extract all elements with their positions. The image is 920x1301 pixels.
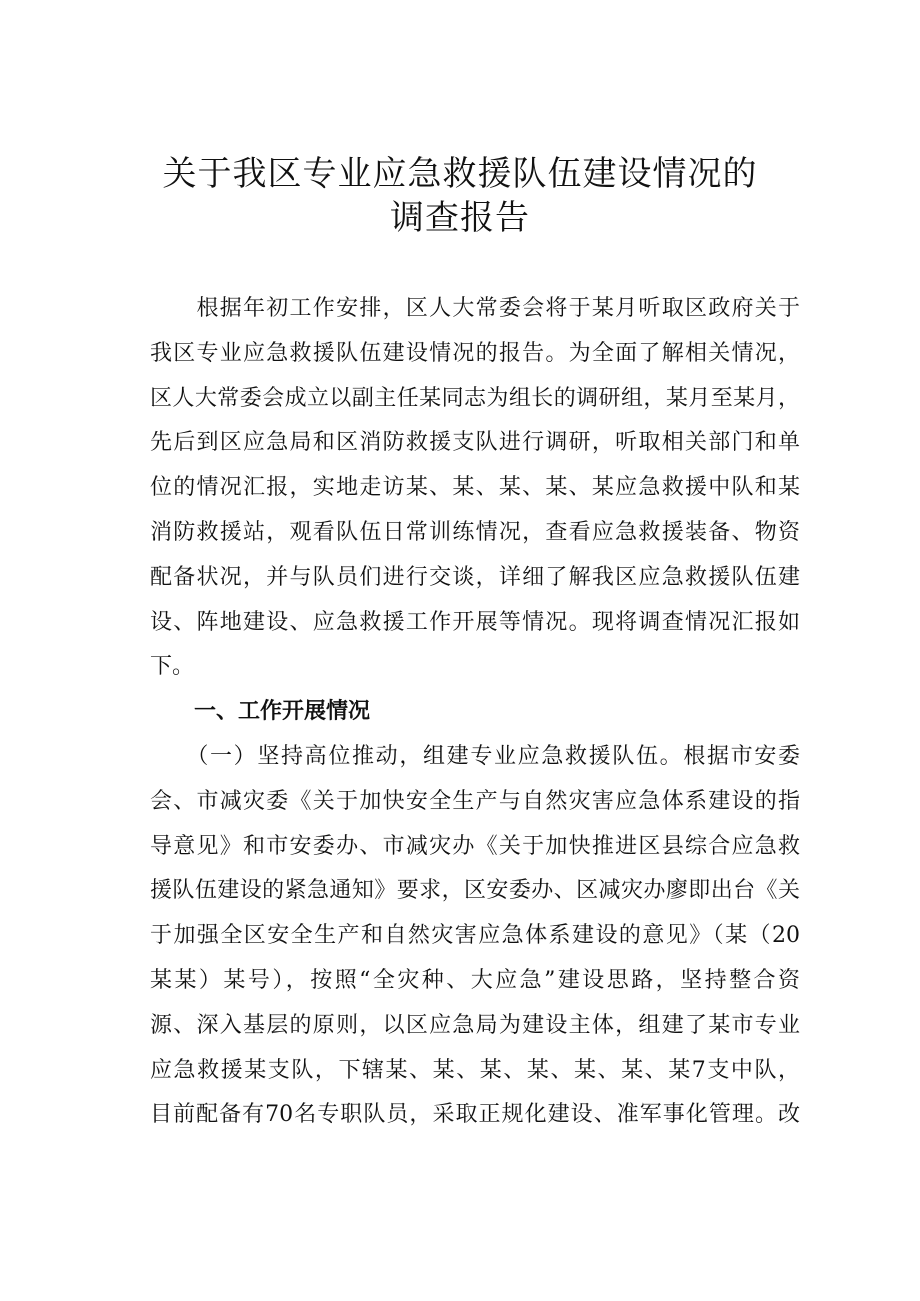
paragraph-line: 我区专业应急救援队伍建设情况的报告。为全面了解相关情况， xyxy=(150,340,800,366)
paragraph-line: 设、阵地建设、应急救援工作开展等情况。现将调查情况汇报如 xyxy=(150,609,800,635)
intro-paragraph xyxy=(150,287,800,1138)
paragraph-line: 会、市减灾委《关于加快安全生产与自然灾害应急体系建设的指 xyxy=(150,788,800,814)
paragraph-line: 导意见》和市安委办、市减灾办《关于加快推进区县综合应急救 xyxy=(150,833,800,859)
title-line-1: 关于我区专业应急救援队伍建设情况的 xyxy=(162,154,758,194)
paragraph-line: 应急救援某支队，下辖某、某、某、某、某、某、某7支中队， xyxy=(150,1057,800,1083)
paragraph-line: 下。 xyxy=(150,654,195,680)
paragraph-line: 区人大常委会成立以副主任某同志为组长的调研组，某月至某月， xyxy=(150,385,800,411)
paragraph-line: 目前配备有70名专职队员，采取正规化建设、准军事化管理。改 xyxy=(150,1102,800,1128)
paragraph-line: 消防救援站，观看队伍日常训练情况，查看应急救援装备、物资 xyxy=(150,519,800,545)
document-title xyxy=(100,152,820,240)
title-line-2: 调查报告 xyxy=(390,198,530,238)
section-heading: 一、工作开展情况 xyxy=(194,699,371,725)
paragraph-line: 配备状况，并与队员们进行交谈，详细了解我区应急救援队伍建 xyxy=(150,564,800,590)
paragraph-line: 源、深入基层的原则，以区应急局为建设主体，组建了某市专业 xyxy=(150,1012,800,1038)
paragraph-line: 先后到区应急局和区消防救援支队进行调研，听取相关部门和单 xyxy=(150,430,800,456)
paragraph-line: 于加强全区安全生产和自然灾害应急体系建设的意见》（某（20 xyxy=(150,923,800,949)
paragraph-line: （一）坚持高位推动，组建专业应急救援队伍。根据市安委 xyxy=(150,743,800,769)
paragraph-line: 援队伍建设的紧急通知》要求，区安委办、区减灾办廖即出台《关 xyxy=(150,878,800,904)
paragraph-line: 根据年初工作安排，区人大常委会将于某月听取区政府关于 xyxy=(150,296,800,321)
paragraph-line: 位的情况汇报，实地走访某、某、某、某、某应急救援中队和某 xyxy=(150,475,800,501)
paragraph-line: 某某）某号），按照“全灾种、大应急”建设思路，坚持整合资 xyxy=(150,967,800,993)
